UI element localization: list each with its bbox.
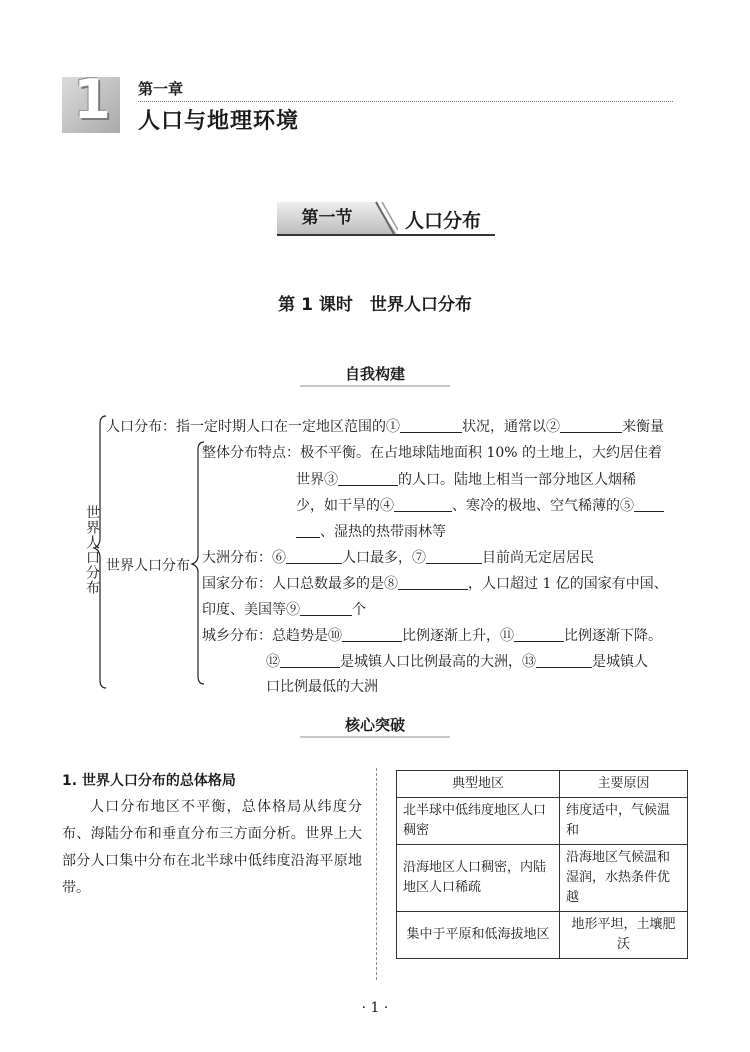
section-underline	[277, 234, 495, 236]
blank-11	[514, 625, 564, 642]
urban2-text1: ⑫	[266, 654, 280, 670]
table-header-row	[397, 771, 688, 798]
outline-root-label: 世界人口分布	[84, 505, 100, 595]
blank-8	[398, 573, 468, 590]
overall-line4-text: 、湿热的热带雨林等	[320, 524, 446, 540]
core-point-title: 1. 世界人口分布的总体格局	[62, 773, 236, 789]
table-header: 主要原因	[560, 771, 688, 798]
urban-line2	[266, 651, 648, 672]
blank-6	[286, 547, 342, 564]
core-heading: 核心突破	[344, 716, 405, 734]
overall-line2	[296, 469, 636, 490]
urban2-text2: 是城镇人口比例最高的大洲，⑬	[340, 654, 536, 670]
chapter-number: 1	[73, 68, 111, 131]
outline-pop-dist-text3: 来衡量	[622, 419, 664, 435]
column-divider	[376, 768, 377, 980]
urban-line3: 口比例最低的大洲	[266, 679, 378, 695]
reasons-table	[396, 770, 688, 959]
table-cell: 沿海地区气候温和湿润，水热条件优越	[560, 845, 688, 912]
country-line1	[202, 573, 668, 594]
self-build-heading-line	[300, 385, 450, 387]
urban-line1	[202, 625, 662, 646]
blank-1	[400, 416, 462, 433]
overall-line3-text2: 、寒冷的极地、空气稀薄的⑤	[452, 498, 634, 514]
table-cell: 纬度适中，气候温和	[560, 798, 688, 845]
section-title: 人口分布	[405, 210, 482, 232]
country1-text2: ，人口超过 1 亿的国家有中国、	[468, 576, 668, 592]
chapter-label: 第一章	[138, 80, 184, 98]
outline-pop-dist-text1: 人口分布：指一定时期人口在一定地区范围的①	[106, 419, 400, 435]
outline-pop-dist-text2: 状况，通常以②	[462, 419, 560, 435]
urban2-text3: 是城镇人	[592, 654, 648, 670]
overall-line3-text1: 少，如干旱的④	[296, 498, 394, 514]
blank-2	[560, 416, 622, 433]
core-paragraph: 人口分布地区不平衡，总体格局从纬度分布、海陆分布和垂直分布三方面分析。世界上大部分人口集中分布在北半球中低纬度沿海平原地带。	[62, 799, 362, 896]
table-cell: 沿海地区人口稠密，内陆地区人口稀疏	[397, 845, 560, 912]
blank-12	[280, 651, 340, 668]
lesson-title: 第 1 课时 世界人口分布	[278, 295, 472, 315]
continent-line	[202, 547, 594, 568]
country-line2	[202, 599, 366, 620]
blank-5a	[634, 495, 664, 512]
continent-text3: 目前尚无定居居民	[482, 550, 594, 566]
core-heading-line	[300, 736, 450, 738]
section-slash-decoration	[374, 200, 398, 236]
table-cell: 集中于平原和低海拔地区	[397, 912, 560, 959]
section-badge: 第一节	[301, 208, 353, 228]
table-cell: 北半球中低纬度地区人口稠密	[397, 798, 560, 845]
overall-line2-text1: 世界③	[296, 472, 338, 488]
outline-world-dist-label: 世界人口分布	[106, 558, 190, 574]
table-row	[397, 798, 688, 845]
table-header: 典型地区	[397, 771, 560, 798]
overall-line1: 整体分布特点：极不平衡。在占地球陆地面积 10% 的土地上，大约居住着	[202, 445, 663, 461]
chapter-title: 人口与地理环境	[138, 109, 300, 134]
table-row	[397, 912, 688, 959]
country2-text2: 个	[352, 602, 366, 618]
outline-braces	[92, 412, 212, 692]
blank-13	[536, 651, 592, 668]
blank-10	[342, 625, 402, 642]
urban1-text3: 比例逐渐下降。	[564, 628, 662, 644]
country1-text1: 国家分布：人口总数最多的是⑧	[202, 576, 398, 592]
continent-text1: 大洲分布：⑥	[202, 550, 286, 566]
blank-7	[426, 547, 482, 564]
blank-9	[300, 599, 352, 616]
overall-line2-text2: 的人口。陆地上相当一部分地区人烟稀	[398, 472, 636, 488]
self-build-heading: 自我构建	[344, 365, 405, 383]
blank-5b	[296, 521, 320, 538]
outline-pop-dist	[106, 416, 664, 437]
table-cell: 地形平坦，土壤肥沃	[560, 912, 688, 959]
urban1-text2: 比例逐渐上升，⑪	[402, 628, 514, 644]
country2-text1: 印度、美国等⑨	[202, 602, 300, 618]
continent-text2: 人口最多，⑦	[342, 550, 426, 566]
blank-3	[338, 469, 398, 486]
table-row	[397, 845, 688, 912]
blank-4	[394, 495, 452, 512]
urban1-text1: 城乡分布：总趋势是⑩	[202, 628, 342, 644]
overall-line3	[296, 495, 664, 516]
chapter-rule	[138, 101, 673, 102]
overall-line4	[296, 521, 446, 542]
page-number: · 1 ·	[361, 1000, 389, 1016]
